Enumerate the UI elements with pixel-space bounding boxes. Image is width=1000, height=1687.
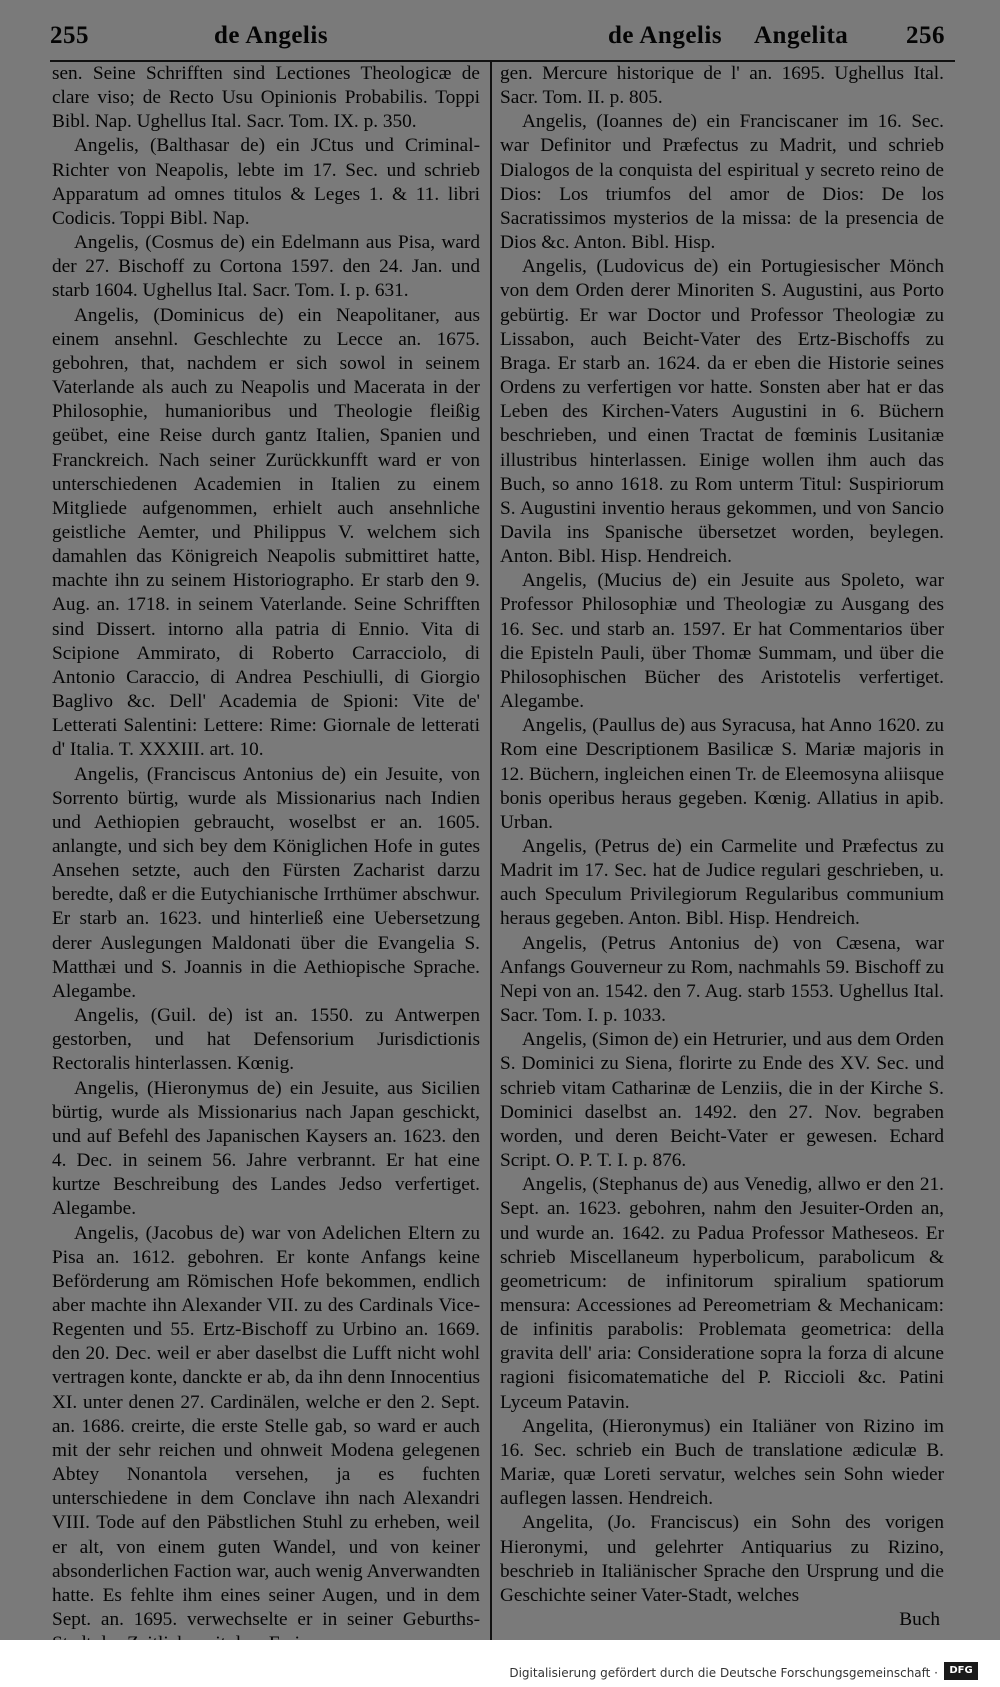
dfg-logo-icon: DFG (944, 1662, 978, 1680)
lexicon-entry: gen. Mercure historique de l' an. 1695. Ughellus Ital. Sacr. Tom. II. p. 805. (500, 63, 944, 109)
running-header (0, 0, 1000, 62)
lexicon-entry: Angelita, (Hieronymus) ein Italiäner von Rizino im 16. Sec. schrieb ein Buch de translatione ædiculæ B. Mariæ, quæ Loreti servatur, welches sein Sohn wieder auflegen lassen. Hendreich. (500, 1415, 944, 1510)
lexicon-entry: Angelis, (Jacobus de) war von Adelichen Eltern zu Pisa an. 1612. gebohren. Er konte Anfangs keine Beförderung am Römischen Hofe bekommen, endlich aber machte ihn Alexander VII. zu des Cardinals Vice-Regenten und 55. Ertz-Bischoff zu Urbino an. 1669. den 20. Dec. weil er aber daselbst die Lufft nicht wohl vertragen konte, danckte er ab, da ihn denn Innocentius XI. unter denen 27. Cardinälen, welche er den 2. Sept. an. 1686. creirte, die erste Stelle gab, so ward er auch mit der sehr reichen und ohnweit Modena gelegenen Abtey Nonantola versehen, ja es fuchten unterschiedene in dem Conclave ihn nach Alexandri VIII. Tode auf den Päbstlichen Stuhl zu erheben, weil er alt, von einem guten Wandel, und von keiner absonderlichen Faction war, auch wenig Anverwandten hatte. Es fehlte ihm eines seiner Augen, und in dem Sept. an. 1695. verwechselte er in seiner Geburths- (52, 1222, 480, 1630)
lexicon-entry: Angelis, (Petrus de) ein Carmelite und Præfectus zu Madrit im 17. Sec. hat de Judice regulari geschrieben, u. auch Speculum Privilegiorum Regularibus communium heraus gegeben. Anton. Bibl. Hisp. Hendreich. (500, 836, 944, 930)
left-column (52, 62, 480, 1656)
lexicon-entry: Angelis, (Dominicus de) ein Neapolitaner, aus einem ansehnl. Geschlechte zu Lecce an. 1675. gebohren, that, nachdem er sich sowol in seinem Vaterlande als auch zu Neapolis und Macerata in der Philosophie, humanioribus und Theologie fleißig geübet, eine Reise durch gantz Italien, Spanien und Franckreich. Nach seiner Zurückkunfft ward er von unterschiedenen Academien in Italien zu einem Mitgliede aufgenommen, erhielt auch ansehnliche geistliche Aemter, und Philippus V. welchem sich damahlen das Königreich Neapolis submittiret hatte, machte ihn zu seinem Historiographo. Er starb den 9. Aug. an. 1718. in seinem Vaterlande. Seine Schrifften sind Dissert. intorno alla patria di Ennio. Vita di Scipione Ammirato, di Roberto Carracciolo, di Antonio Caraccio, di Andrea Peschiulli, di Giorgio Baglivo &c. Dell' Academia de Spioni: Vite de' Letterati Salentini: Lettere: Rime: Giornale de letterati d' Italia. T. XXXIII. art. 10. (52, 304, 480, 761)
lexicon-entry: Angelis, (Mucius de) ein Jesuite aus Spoleto, war Professor Philosophiæ und Theologiæ zu Ausgang des 16. Sec. und starb an. 1597. Er hat Commentarios über die Episteln Pauli, über Thomæ Summam, und über die Philosophischen Bücher des Aristotelis verfertiget. Alegambe. (500, 570, 944, 713)
right-running-head-primary: de Angelis (608, 22, 723, 49)
lexicon-entry: Angelis, (Stephanus de) aus Venedig, allwo er den 21. Sept. an. 1623. gebohren, nahm den Jesuiter-Orden an, und wurde an. 1642. zu Padua Professor Matheseos. Er schrieb Miscellaneum hyperbolicum, parabolicum & geometricum: de infinitorum spiralium spatiorum mensura: Accessiones ad Pereometriam & Mechanicam: de infinitis parabolis: Problemata geometrica: della gravita dell' aria: Consideratione sopra la forza di alcune ragioni fisicomatematiche del P. Riccioli &c. Patini Lyceum Patavin. (500, 1174, 944, 1413)
right-column (500, 62, 944, 1632)
left-running-head: de Angelis (214, 22, 329, 49)
lexicon-entry: Angelis, (Balthasar de) ein JCtus und Criminal-Richter von Neapolis, lebte im 17. Sec. und schrieb Apparatum ad omnes titulos & Leges 1. & 11. libri Codicis. Toppi Bibl. Nap. (52, 135, 480, 229)
lexicon-entry: sen. Seine Schrifften sind Lectiones Theologicæ de clare viso; de Recto Usu Opinionis Probabilis. Toppi Bibl. Nap. Ughellus Ital. Sacr. Tom. IX. p. 350. (52, 63, 480, 133)
right-running-head-secondary: Angelita (754, 22, 849, 49)
catchword: Buch (899, 1609, 940, 1630)
lexicon-entry: Angelis, (Ludovicus de) ein Portugiesischer Mönch von dem Orden derer Minoriten S. Augustini, aus Porto gebürtig. Er war Doctor und Professor Theologiæ zu Lissabon, auch Beicht-Vater des Ertz-Bischoffs zu Braga. Er starb an. 1624. da er eben die Historie seines Ordens zu verfertigen vor hatte. Sonsten aber hat er das Leben des Kirchen-Vaters Augustini in 6. Büchern beschrieben, und einen Tractat de fœminis Lusitaniæ illustribus hinterlassen. Einige wollen ihm auch das Buch, so anno 1618. zu Rom unterm Titul: Suspiriorum S. Augustini inventio heraus gekommen, und von Sancio Davila ins Spanische übersetzet worden, beylegen. Anton. Bibl. Hisp. Hendreich. (500, 256, 944, 568)
lexicon-entry: Angelis, (Franciscus Antonius de) ein Jesuite, von Sorrento bürtig, wurde als Missionarius nach Indien und Aethiopien gebraucht, woselbst er an. 1605. anlangte, und sich bey dem Königlichen Hofe in gutes Ansehen setzte, auch den Fürsten Zacharist darzu beredte, daß er die Eutychianische Irrthümer abschwur. Er starb an. 1623. und hinterließ eine Uebersetzung derer Auslegungen Maldonati über die Evangelia S. Matthæi und S. Joannis in die Aethiopische Sprache. Alegambe. (52, 763, 480, 1002)
lexicon-entry: Angelis, (Ioannes de) ein Franciscaner im 16. Sec. war Definitor und Præfectus zu Madrit, und schrieb Dialogos de la conquista del espiritual y secreto reino de Dios: Los triumfos del amor de Dios: De los Sacratissimos mysterios de la missa: de la presencia de Dios &c. Anton. Bibl. Hisp. (500, 111, 944, 254)
lexicon-entry: Angelita, (Jo. Franciscus) ein Sohn des vorigen Hieronymi, und gelehrter Antiquarius zu Rizino, beschrieb in Italiänischer Sprache den Ursprung und die Geschichte seiner Vater-Stadt, welches (500, 1512, 944, 1606)
lexicon-entry: Angelis, (Cosmus de) ein Edelmann aus Pisa, ward der 27. Bischoff zu Cortona 1597. den 24. Jan. und starb 1604. Ughellus Ital. Sacr. Tom. I. p. 631. (52, 232, 480, 302)
column-divider (490, 62, 492, 1640)
lexicon-entry: Angelis, (Paullus de) aus Syracusa, hat Anno 1620. zu Rom eine Descriptionem Basilicæ S. Mariæ majoris in 12. Büchern, ingleichen einen Tr. de Eleemosyna aliisque bonis operibus heraus gegeben. Kœnig. Allatius in apib. Urban. (500, 715, 944, 833)
lexicon-entry: Angelis, (Guil. de) ist an. 1550. zu Antwerpen gestorben, und hat Defensorium Jurisdictionis Rectoralis hinterlassen. Kœnig. (52, 1005, 480, 1075)
footer-credit: Digitalisierung gefördert durch die Deutsche Forschungsgemeinschaft · (509, 1666, 938, 1680)
right-page-number: 256 (906, 22, 945, 49)
left-page-number: 255 (50, 22, 89, 49)
footer (0, 1640, 1000, 1687)
lexicon-entry: Angelis, (Simon de) ein Hetrurier, und aus dem Orden S. Dominici zu Siena, florirte zu Ende des XV. Sec. und schrieb vitam Catharinæ de Lenziis, die in der Kirche S. Dominici daselbst an. 1492. den 27. Nov. begraben worden, und deren Beicht-Vater er gewesen. Echard Script. O. P. T. I. p. 876. (500, 1029, 944, 1172)
lexicon-entry: Angelis, (Hieronymus de) ein Jesuite, aus Sicilien bürtig, wurde als Missionarius nach Japan geschickt, und auf Befehl des Japanischen Kaysers an. 1623. den 4. Dec. in seinem 56. Jahre verbrannt. Er hat eine kurtze Beschreibung des Landes Jedso verfertiget. Alegambe. (52, 1077, 480, 1220)
lexicon-entry: Angelis, (Petrus Antonius de) von Cæsena, war Anfangs Gouverneur zu Rom, nachmahls 59. Bischoff zu Nepi von an. 1542. den 7. Aug. starb 1553. Ughellus Ital. Sacr. Tom. I. p. 1033. (500, 932, 944, 1027)
